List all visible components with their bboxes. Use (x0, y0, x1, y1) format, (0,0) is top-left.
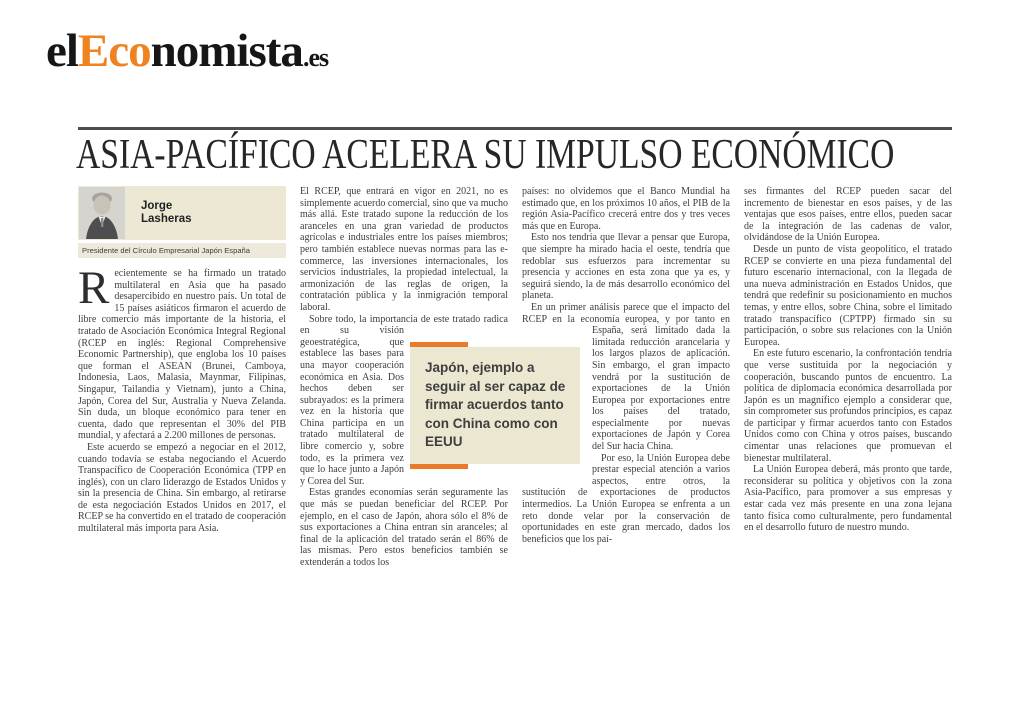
eleconomista-logo (46, 24, 328, 78)
author-role: Presidente del Círculo Empresarial Japón España (78, 243, 286, 258)
logo-nomista: nomista (150, 25, 303, 77)
author-name (141, 200, 192, 226)
paragraph: En un primer análisis parece que el impacto del RCEP en la economía europea, y por tanto en España, será limitado dada la limitada reducción arancelaria y los largos plazos de aplicación. Sin embargo, el gran impacto vendrá por la sustitución de exportaciones de la Unión Europea por exportaciones entre los países del tratado, especialmente por nuevas exportaciones de Japón y Corea del Sur hacia China. (522, 301, 730, 453)
paragraph: ses firmantes del RCEP pueden sacar del incremento de bienestar en esos países, y de las ventajas que esos países, entre ellos, pueden sacar de la integración de las cadenas de valor, olvidándose de la Unión Europea. (744, 186, 952, 244)
paragraph: Desde un punto de vista geopolítico, el tratado RCEP se convierte en una pieza fundamental del futuro escenario internacional, con la llegada de una nueva administración en Estados Unidos, que tendrá que redefinir su posicionamiento en muchos temas, y entre ellos, sobre China, sobre el limitado tratado transpacífico (CPTPP) firmado sin su participación, o sobre sus relaciones con la Unión Europea. (744, 243, 952, 348)
paragraph-text: ecientemente se ha firmado un tratado multilateral en Asia que ha pasado desapercibido en nuestro país. Un total de 15 países asiáticos firmaron el acuerdo de libre comercio más importante de la historia, el tratado de Asociación Económica Integral Regional (RCEP en inglés: Regional Comprehensive Economic Partnership), que engloba los 10 países que forman el ASEAN (Brunei, Camboya, Indonesia, Laos, Malasia, Maynmar, Filipinas, Singapur, Tailandia y Vietnam), junto a China, Japón, Corea del Sur, Australia y Nueva Zelanda. Sin duda, un bloque económico para tener en cuenta, dado que representan el 30% del PIB mundial, y afectará a 2.200 millones de personas. (78, 268, 286, 442)
article-body (78, 186, 952, 646)
logo-eco: Eco (77, 25, 151, 77)
headline-rule (78, 127, 952, 130)
paragraph: países: no olvidemos que el Banco Mundial ha estimado que, en los próximos 10 años, el PIB de la región Asia-Pacífico crecerá entre dos y tres veces más que en Europa. (522, 186, 730, 232)
paragraph: Sobre todo, la importancia de este tratado radica en su visión geoestratégica, que establece las bases para una mayor cooperación económica en Asia. Dos hechos deben ser subrayados: es la primera vez en la historia que China participa en un tratado multilateral de libre comercio y, sobre todo, es la primera vez que lo hace junto a Japón y Corea del Sur. (300, 313, 508, 487)
paragraph: Esto nos tendría que llevar a pensar que Europa, que siempre ha mirado hacia el oeste, tendría que redoblar sus esfuerzos para incrementar su presencia y acciones en esta zona que ya es, y seguirá siendo, la de más desarrollo económico del planeta. (522, 232, 730, 302)
logo-el: el (46, 25, 78, 77)
column-1 (78, 186, 286, 646)
column-4 (744, 186, 952, 646)
paragraph: Por eso, la Unión Europea debe prestar especial atención a varios aspectos, entre otros, la sustitución de exportaciones de productos intermedios. La Unión Europea se enfrenta a un reto donde velar por la conservación de oportunidades en este gran mercado, dados los beneficios que los paí- (522, 452, 730, 545)
author-last-name: Lasheras (141, 213, 192, 225)
pull-quote (410, 342, 580, 469)
pull-quote-box (410, 347, 580, 464)
logo-tld: .es (302, 43, 329, 72)
article-headline: ASIA-PACÍFICO ACELERA SU IMPULSO ECONÓMICO (76, 132, 895, 178)
paragraph: La Unión Europea deberá, más pronto que tarde, reconsiderar su política y objetivos con la zona Asia-Pacífico, para promover a sus empresas y estar cada vez más presente en una zona lejana tanto física como culturalmente, pero fundamental en el desarrollo futuro de nuestro mundo. (744, 464, 952, 534)
paragraph: Este acuerdo se empezó a negociar en el 2012, cuando todavía se estaba negociando el Acuerdo Transpacífico de Cooperación Económica (TPP en inglés), con un claro liderazgo de Estados Unidos y sin la presencia de China. Sin embargo, al retirarse de esta negociación Estados Unidos en 2017, el RCEP se ha convertido en el tratado de cooperación multilateral más importa para Asia. (78, 441, 286, 535)
author-photo (79, 187, 125, 239)
paragraph (78, 262, 286, 442)
pull-quote-text: Japón, ejemplo a seguir al ser capaz de firmar acuerdos tanto con China como con EEUU (425, 360, 566, 449)
paragraph: Estas grandes economías serán seguramente las que más se puedan beneficiar del RCEP. Por ejemplo, en el caso de Japón, ahora sólo el 8% de sus exportaciones a China entran sin aranceles; al final de la aplicación del tratado serán el 86% de las mismas. Pero estos beneficios también se extenderán a todos los (300, 487, 508, 568)
drop-cap: R (78, 262, 110, 314)
author-first-name: Jorge (141, 200, 173, 212)
byline-card (78, 186, 286, 240)
paragraph: El RCEP, que entrará en vigor en 2021, no es simplemente acuerdo comercial, sino que va mucho más allá. Este tratado supone la reducción de los aranceles en una gran variedad de productos agrícolas e industriales entre los países miembros; pero también establece nuevas normas para las e-commerce, las inversiones internacionales, los servicios industriales, la propiedad intelectual, la armonización de las reglas de origen, la contratación pública y la inmigración temporal laboral. (300, 186, 508, 313)
pull-quote-bottom-bar (410, 464, 468, 469)
paragraph: En este futuro escenario, la confrontación tendría que verse sustituida por la negociación y cooperación, buscando puntos de encuentro. La política de diplomacia económica desarrollada por Japón es un magnífico ejemplo a considerar que, sin comprometer sus profundos principios, es capaz de participar y firmar acuerdos tanto con Estados Unidos como con China y otros países, buscando cimentar unas relaciones que promuevan el bienestar multilateral. (744, 348, 952, 464)
